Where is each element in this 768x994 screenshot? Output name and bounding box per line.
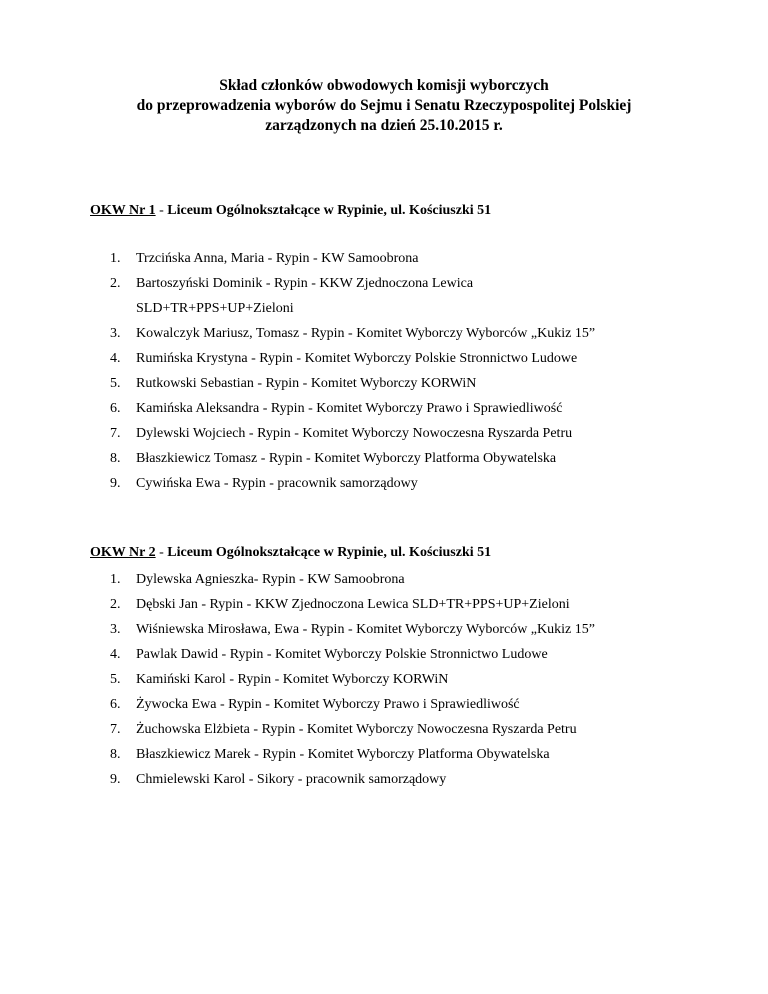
member-entry: Rumińska Krystyna - Rypin - Komitet Wyborczy Polskie Stronnictwo Ludowe — [136, 351, 578, 366]
heading-separator: - — [155, 545, 168, 560]
heading-separator: - — [155, 203, 168, 218]
member-entry: Dylewska Agnieszka- Rypin - KW Samoobrona — [136, 572, 405, 587]
member-entry-continuation: SLD+TR+PPS+UP+Zieloni — [136, 301, 294, 316]
list-item — [110, 767, 595, 792]
item-number: 2. — [110, 276, 121, 291]
list-item — [110, 567, 595, 592]
list-item — [110, 617, 595, 642]
list-item — [110, 642, 595, 667]
item-number: 6. — [110, 401, 121, 416]
title-line-2: do przeprowadzenia wyborów do Sejmu i Senatu Rzeczypospolitej Polskiej — [136, 97, 632, 114]
list-item — [110, 396, 595, 421]
item-number: 6. — [110, 697, 121, 712]
okw-number: OKW Nr 1 — [90, 203, 156, 218]
okw-location: Liceum Ogólnokształcące w Rypinie, ul. Kościuszki 51 — [167, 545, 492, 560]
item-number: 2. — [110, 597, 121, 612]
list-item — [110, 667, 595, 692]
list-item — [110, 446, 595, 471]
item-number: 4. — [110, 351, 121, 366]
item-number: 1. — [110, 572, 121, 587]
document-title — [0, 76, 768, 136]
list-item — [110, 246, 595, 271]
item-number: 1. — [110, 251, 121, 266]
member-entry: Błaszkiewicz Marek - Rypin - Komitet Wyborczy Platforma Obywatelska — [136, 747, 550, 762]
list-item — [110, 471, 595, 496]
item-number: 9. — [110, 476, 121, 491]
member-entry: Bartoszyński Dominik - Rypin - KKW Zjednoczona Lewica — [136, 276, 474, 291]
member-entry: Kamiński Karol - Rypin - Komitet Wyborczy KORWiN — [136, 672, 449, 687]
list-item — [110, 371, 595, 396]
member-entry: Pawlak Dawid - Rypin - Komitet Wyborczy Polskie Stronnictwo Ludowe — [136, 647, 548, 662]
member-entry: Żuchowska Elżbieta - Rypin - Komitet Wyborczy Nowoczesna Ryszarda Petru — [136, 722, 577, 737]
item-number: 5. — [110, 672, 121, 687]
member-entry: Rutkowski Sebastian - Rypin - Komitet Wyborczy KORWiN — [136, 376, 477, 391]
okw-number: OKW Nr 2 — [90, 545, 156, 560]
member-entry: Trzcińska Anna, Maria - Rypin - KW Samoobrona — [136, 251, 419, 266]
list-item — [110, 321, 595, 346]
item-number: 8. — [110, 451, 121, 466]
member-entry: Wiśniewska Mirosława, Ewa - Rypin - Komitet Wyborczy Wyborców „Kukiz 15” — [136, 622, 595, 637]
list-item — [110, 592, 595, 617]
item-number: 8. — [110, 747, 121, 762]
member-entry: Dylewski Wojciech - Rypin - Komitet Wyborczy Nowoczesna Ryszarda Petru — [136, 426, 573, 441]
item-number: 3. — [110, 326, 121, 341]
member-entry: Chmielewski Karol - Sikory - pracownik samorządowy — [136, 772, 447, 787]
list-item — [110, 421, 595, 446]
list-item — [110, 717, 595, 742]
section-heading-okw-2 — [90, 544, 491, 562]
okw-location: Liceum Ogólnokształcące w Rypinie, ul. Kościuszki 51 — [167, 203, 492, 218]
member-list-okw-1 — [110, 246, 595, 496]
member-entry: Kamińska Aleksandra - Rypin - Komitet Wyborczy Prawo i Sprawiedliwość — [136, 401, 563, 416]
member-entry: Dębski Jan - Rypin - KKW Zjednoczona Lewica SLD+TR+PPS+UP+Zieloni — [136, 597, 570, 612]
title-line-3: zarządzonych na dzień 25.10.2015 r. — [265, 117, 503, 134]
member-entry: Cywińska Ewa - Rypin - pracownik samorządowy — [136, 476, 418, 491]
item-number: 9. — [110, 772, 121, 787]
item-number: 5. — [110, 376, 121, 391]
title-line-1: Skład członków obwodowych komisji wyborczych — [219, 77, 549, 94]
member-entry: Błaszkiewicz Tomasz - Rypin - Komitet Wyborczy Platforma Obywatelska — [136, 451, 557, 466]
list-item — [110, 271, 595, 321]
item-number: 7. — [110, 722, 121, 737]
member-list-okw-2 — [110, 567, 595, 792]
list-item — [110, 692, 595, 717]
list-item — [110, 742, 595, 767]
item-number: 7. — [110, 426, 121, 441]
list-item — [110, 346, 595, 371]
member-entry: Żywocka Ewa - Rypin - Komitet Wyborczy Prawo i Sprawiedliwość — [136, 697, 520, 712]
section-heading-okw-1 — [90, 202, 491, 220]
member-entry: Kowalczyk Mariusz, Tomasz - Rypin - Komitet Wyborczy Wyborców „Kukiz 15” — [136, 326, 596, 341]
item-number: 4. — [110, 647, 121, 662]
item-number: 3. — [110, 622, 121, 637]
